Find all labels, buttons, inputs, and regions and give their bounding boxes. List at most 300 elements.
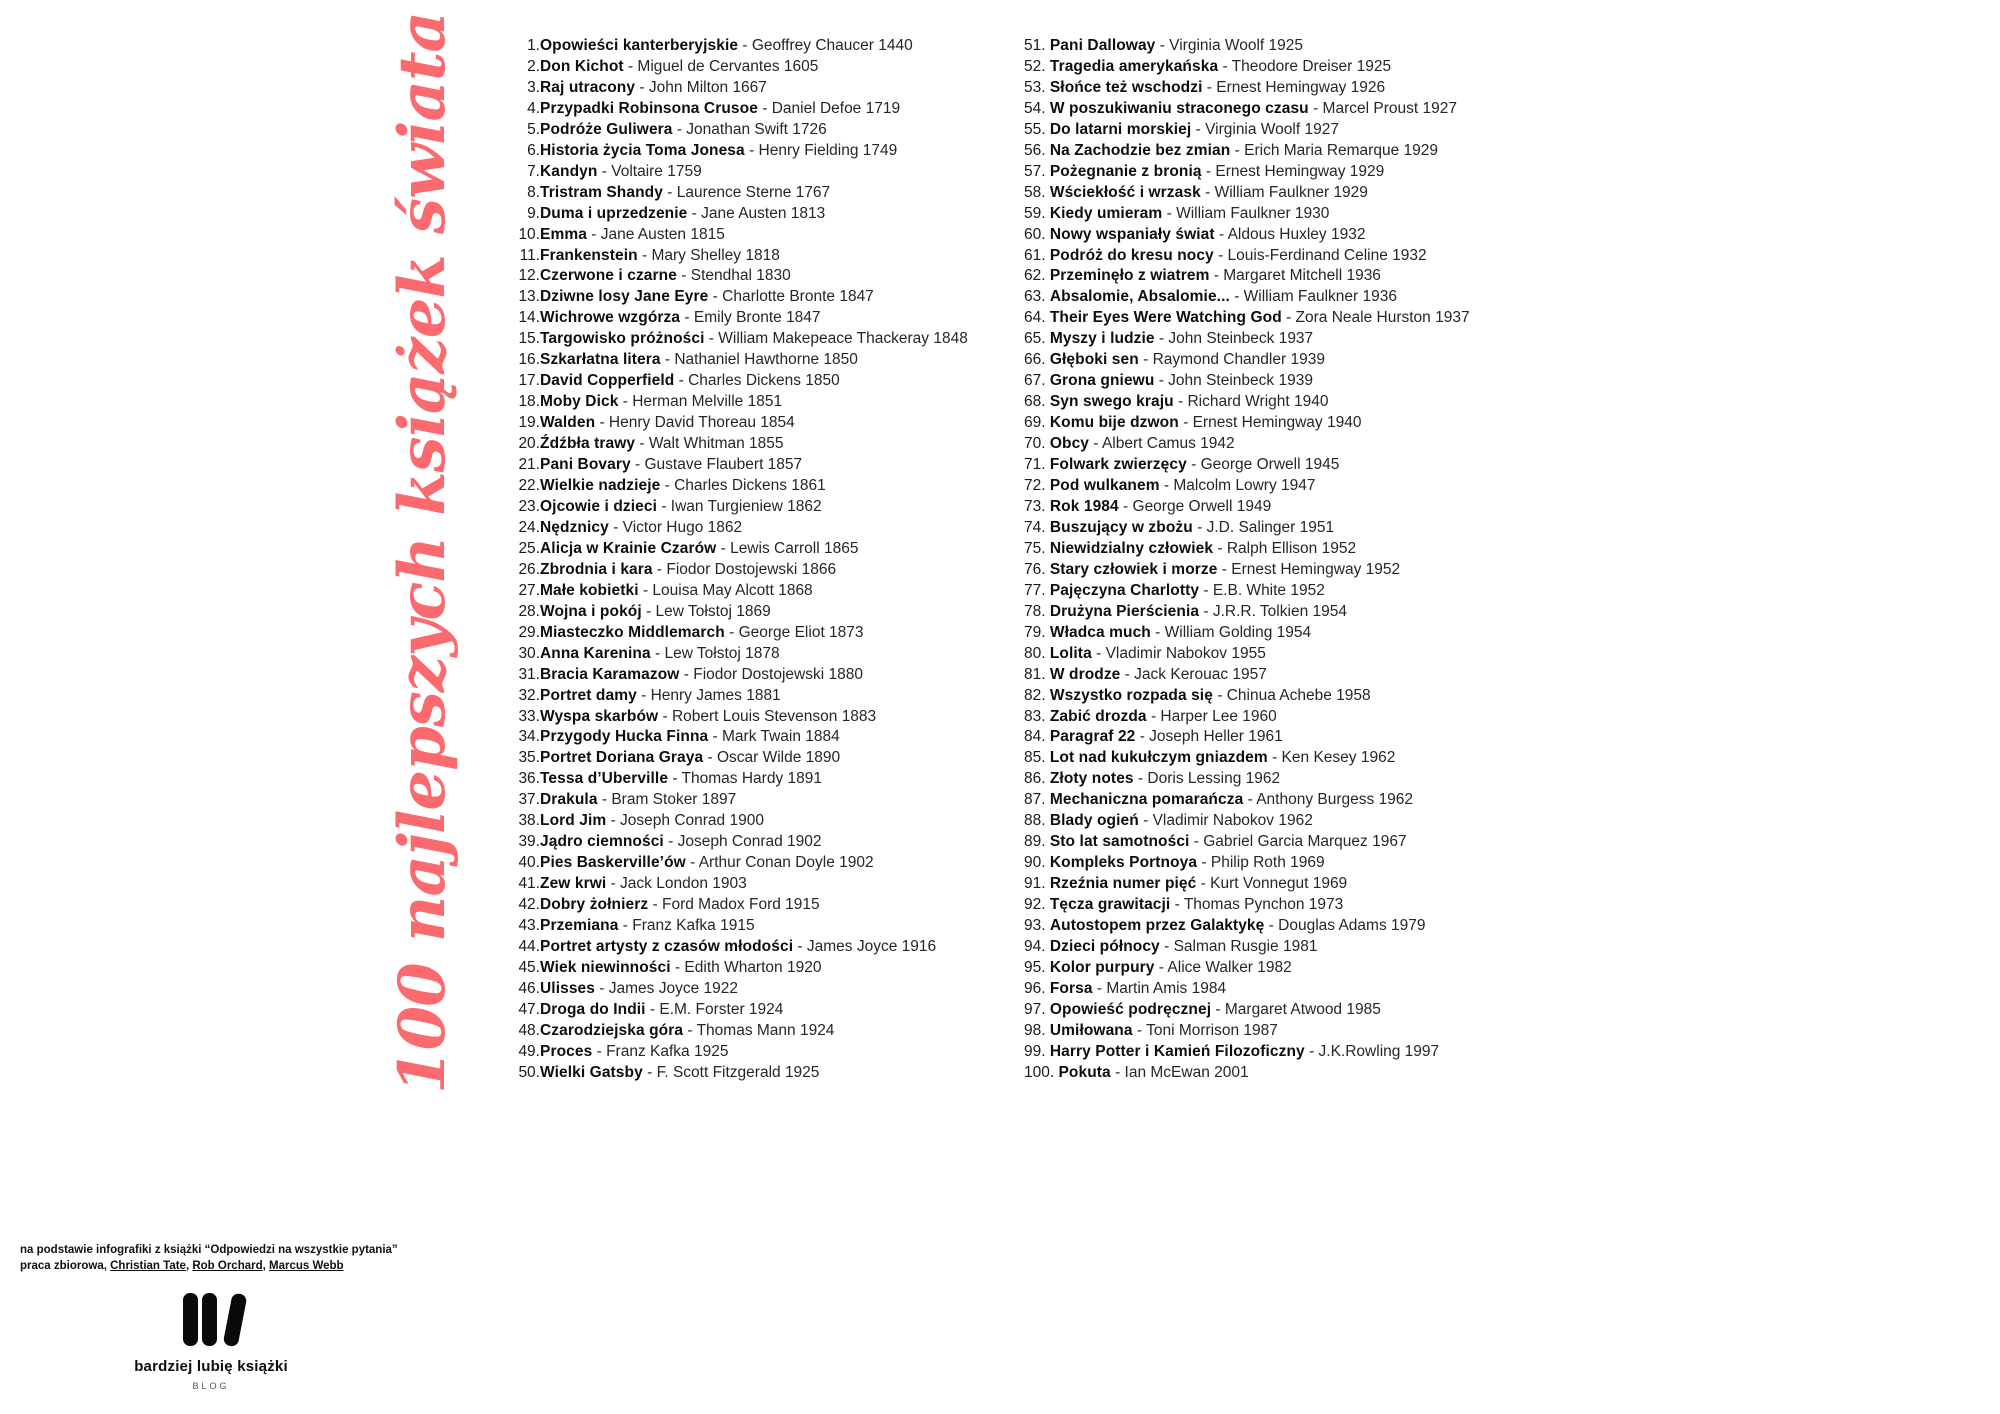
book-author-year: - J.K.Rowling 1997 — [1304, 1042, 1440, 1060]
book-entry — [506, 560, 1011, 581]
book-title: Lord Jim — [540, 812, 607, 830]
book-entry — [1024, 413, 1624, 434]
book-title: Mechaniczna pomarańcza — [1049, 791, 1244, 809]
credit-author-link[interactable]: Christian Tate — [110, 1259, 186, 1272]
book-entry — [506, 707, 1011, 728]
book-title: Moby Dick — [540, 393, 619, 411]
book-title: Raj utracony — [540, 78, 636, 96]
book-title: Pożegnanie z bronią — [1049, 162, 1202, 180]
book-number: 78. — [1024, 602, 1050, 620]
book-number: 77. — [1024, 581, 1050, 599]
book-author-year: - Jack London 1903 — [606, 875, 747, 893]
book-entry — [506, 769, 1011, 790]
book-title: Ojcowie i dzieci — [540, 497, 658, 515]
book-entry — [506, 748, 1011, 769]
book-author-year: - Charlotte Bronte 1847 — [708, 288, 874, 306]
book-author-year: - Raymond Chandler 1939 — [1138, 351, 1325, 369]
book-title: Opowieści kanterberyjskie — [540, 37, 739, 54]
book-number: 68. — [1024, 393, 1050, 411]
book-entry — [506, 644, 1011, 665]
book-entry — [506, 1042, 1011, 1063]
book-author-year: - James Joyce 1922 — [595, 979, 739, 997]
book-title: Blady ogień — [1049, 812, 1139, 830]
book-number: 22. — [518, 477, 540, 495]
book-title: Czerwone i czarne — [540, 267, 677, 285]
book-author-year: - William Golding 1954 — [1150, 623, 1312, 641]
book-entry — [506, 665, 1011, 686]
book-author-year: - Iwan Turgieniew 1862 — [657, 497, 822, 515]
book-number: 9. — [527, 204, 540, 222]
book-number: 69. — [1024, 414, 1050, 432]
book-author-year: - Voltaire 1759 — [597, 162, 702, 180]
book-title: Frankenstein — [540, 246, 638, 264]
book-number: 74. — [1024, 518, 1050, 536]
book-number: 41. — [518, 875, 540, 893]
book-title: David Copperfield — [540, 372, 675, 390]
book-author-year: - Mary Shelley 1818 — [637, 246, 780, 264]
book-title: Pod wulkanem — [1049, 477, 1160, 495]
book-number: 15. — [518, 330, 540, 348]
book-entry — [1024, 266, 1624, 287]
book-number: 17. — [518, 372, 540, 390]
book-number: 28. — [518, 602, 540, 620]
book-entry — [506, 141, 1011, 162]
book-author-year: - Virginia Woolf 1927 — [1191, 120, 1339, 138]
book-author-year: - Margaret Atwood 1985 — [1211, 1000, 1381, 1018]
book-entry — [1024, 979, 1624, 1000]
book-entry — [1024, 623, 1624, 644]
book-number: 19. — [518, 414, 540, 432]
book-number: 64. — [1024, 309, 1050, 327]
book-title: Nędznicy — [540, 518, 609, 536]
book-number: 63. — [1024, 288, 1050, 306]
book-author-year: - Ralph Ellison 1952 — [1213, 539, 1357, 557]
book-title: Wichrowe wzgórza — [540, 309, 681, 327]
book-number: 73. — [1024, 497, 1050, 515]
book-author-year: - Harper Lee 1960 — [1146, 707, 1277, 725]
book-title: Emma — [540, 225, 587, 243]
book-number: 2. — [527, 57, 540, 75]
book-title: Dzieci północy — [1049, 937, 1160, 955]
book-title: Wielki Gatsby — [540, 1063, 643, 1081]
book-author-year: - Vladimir Nabokov 1955 — [1091, 644, 1266, 662]
book-number: 70. — [1024, 435, 1050, 453]
book-author-year: - Ian McEwan 2001 — [1110, 1063, 1249, 1081]
book-spine-1 — [183, 1293, 198, 1346]
credit-comma: , — [185, 1259, 193, 1272]
book-title: Paragraf 22 — [1049, 728, 1136, 746]
book-title: Autostopem przez Galaktykę — [1049, 917, 1265, 935]
book-entry — [1024, 916, 1624, 937]
book-title: Podróż do kresu nocy — [1049, 246, 1214, 264]
book-number: 66. — [1024, 351, 1050, 369]
book-entry — [1024, 57, 1624, 78]
credit-line-2 — [20, 1259, 440, 1275]
book-entry — [1024, 1021, 1624, 1042]
book-author-year: - Virginia Woolf 1925 — [1155, 37, 1304, 54]
book-title: Złoty notes — [1049, 770, 1134, 788]
book-author-year: - Alice Walker 1982 — [1154, 958, 1292, 976]
book-author-year: - William Makepeace Thackeray 1848 — [704, 330, 968, 348]
book-author-year: - Vladimir Nabokov 1962 — [1138, 812, 1313, 830]
book-author-year: - Martin Amis 1984 — [1092, 979, 1227, 997]
book-number: 53. — [1024, 78, 1050, 96]
book-entry — [1024, 769, 1624, 790]
book-spine-3-tilted — [223, 1292, 248, 1347]
book-number: 24. — [518, 518, 540, 536]
book-number: 91. — [1024, 875, 1050, 893]
book-entry — [1024, 811, 1624, 832]
book-title: Lolita — [1049, 644, 1092, 662]
book-entry — [1024, 120, 1624, 141]
book-number: 65. — [1024, 330, 1050, 348]
book-title: Umiłowana — [1049, 1021, 1133, 1039]
book-author-year: - Henry Fielding 1749 — [744, 141, 898, 159]
book-author-year: - William Faulkner 1936 — [1229, 288, 1397, 306]
credit-author-link[interactable]: Rob Orchard — [192, 1259, 263, 1272]
book-author-year: - Lew Tołstoj 1878 — [650, 644, 780, 662]
book-title: Nowy wspaniały świat — [1049, 225, 1215, 243]
book-author-year: - Anthony Burgess 1962 — [1243, 791, 1414, 809]
book-number: 59. — [1024, 204, 1050, 222]
book-entry — [506, 1063, 1011, 1084]
book-number: 38. — [518, 812, 540, 830]
book-title: Źdźbła trawy — [540, 435, 636, 453]
credit-note — [20, 1243, 440, 1274]
book-number: 76. — [1024, 560, 1050, 578]
book-author-year: - Henry James 1881 — [636, 686, 781, 704]
book-author-year: - Thomas Hardy 1891 — [668, 770, 822, 788]
book-entry — [1024, 1000, 1624, 1021]
book-list-column-51-100 — [1024, 36, 1624, 1084]
book-title: Pani Bovary — [540, 456, 631, 474]
book-author-year: - Robert Louis Stevenson 1883 — [658, 707, 877, 725]
book-author-year: - William Faulkner 1930 — [1162, 204, 1330, 222]
book-number: 10. — [518, 225, 540, 243]
book-number: 49. — [518, 1042, 540, 1060]
book-number: 3. — [527, 78, 540, 96]
book-author-year: - Philip Roth 1969 — [1197, 854, 1325, 872]
book-title: Wściekłość i wrzask — [1049, 183, 1201, 201]
book-author-year: - Daniel Defoe 1719 — [757, 99, 901, 117]
book-author-year: - Toni Morrison 1987 — [1132, 1021, 1278, 1039]
book-entry — [506, 853, 1011, 874]
book-entry — [1024, 162, 1624, 183]
book-title: Pajęczyna Charlotty — [1049, 581, 1200, 599]
book-entry — [1024, 246, 1624, 267]
book-title: Duma i uprzedzenie — [540, 204, 688, 222]
book-entry — [506, 916, 1011, 937]
book-entry — [1024, 308, 1624, 329]
book-title: Rok 1984 — [1049, 497, 1119, 515]
book-title: Tessa d’Uberville — [540, 770, 669, 788]
book-number: 14. — [518, 309, 540, 327]
three-books-icon — [169, 1291, 253, 1351]
book-author-year: - Thomas Pynchon 1973 — [1170, 896, 1344, 914]
book-entry — [506, 329, 1011, 350]
book-title: Rzeźnia numer pięć — [1049, 875, 1197, 893]
book-number: 33. — [518, 707, 540, 725]
book-number: 20. — [518, 435, 540, 453]
book-number: 87. — [1024, 791, 1050, 809]
book-title: Przeminęło z wiatrem — [1049, 267, 1210, 285]
book-author-year: - Malcolm Lowry 1947 — [1159, 477, 1316, 495]
book-title: Kolor purpury — [1049, 958, 1155, 976]
book-spine-2 — [202, 1293, 217, 1346]
book-entry — [1024, 853, 1624, 874]
book-entry — [506, 162, 1011, 183]
book-number: 84. — [1024, 728, 1050, 746]
book-entry — [506, 727, 1011, 748]
book-author-year: - Aldous Huxley 1932 — [1214, 225, 1366, 243]
book-author-year: - Jonathan Swift 1726 — [672, 120, 827, 138]
book-title: Folwark zwierzęcy — [1049, 456, 1187, 474]
book-title: Kompleks Portnoya — [1049, 854, 1198, 872]
book-entry — [506, 183, 1011, 204]
book-author-year: - E.B. White 1952 — [1199, 581, 1325, 599]
book-author-year: - Jane Austen 1813 — [687, 204, 826, 222]
book-title: Głęboki sen — [1049, 351, 1139, 369]
book-author-year: - Franz Kafka 1915 — [618, 917, 755, 935]
book-entry — [1024, 287, 1624, 308]
book-entry — [1024, 644, 1624, 665]
book-entry — [506, 246, 1011, 267]
book-author-year: - Walt Whitman 1855 — [635, 435, 784, 453]
book-entry — [506, 811, 1011, 832]
book-entry — [506, 120, 1011, 141]
book-title: Stary człowiek i morze — [1049, 560, 1218, 578]
book-title: Kiedy umieram — [1049, 204, 1163, 222]
book-author-year: - Ernest Hemingway 1952 — [1217, 560, 1401, 578]
book-author-year: - Edith Wharton 1920 — [670, 958, 822, 976]
book-entry — [1024, 832, 1624, 853]
book-entry — [506, 204, 1011, 225]
book-number: 45. — [518, 958, 540, 976]
book-entry — [506, 371, 1011, 392]
book-author-year: - E.M. Forster 1924 — [645, 1000, 784, 1018]
book-number: 71. — [1024, 456, 1050, 474]
book-title: Anna Karenina — [540, 644, 651, 662]
book-title: Jądro ciemności — [540, 833, 664, 851]
book-title: Forsa — [1049, 979, 1093, 997]
book-author-year: - Louis-Ferdinand Celine 1932 — [1213, 246, 1427, 264]
book-author-year: - Margaret Mitchell 1936 — [1209, 267, 1381, 285]
book-title: Podróże Guliwera — [540, 120, 673, 138]
book-entry — [1024, 99, 1624, 120]
book-author-year: - F. Scott Fitzgerald 1925 — [642, 1063, 820, 1081]
book-number: 31. — [518, 665, 540, 683]
credit-line-1: na podstawie infografiki z książki “Odpowiedzi na wszystkie pytania” — [20, 1244, 398, 1256]
book-entry — [506, 518, 1011, 539]
book-entry — [1024, 434, 1624, 455]
book-title: Wyspa skarbów — [540, 707, 659, 725]
book-title: W poszukiwaniu straconego czasu — [1049, 99, 1309, 117]
book-author-year: - Ernest Hemingway 1929 — [1201, 162, 1385, 180]
book-author-year: - Herman Melville 1851 — [618, 393, 783, 411]
book-number: 4. — [527, 99, 540, 117]
book-entry — [1024, 141, 1624, 162]
book-author-year: - George Orwell 1945 — [1186, 456, 1340, 474]
book-number: 37. — [518, 791, 540, 809]
book-author-year: - Kurt Vonnegut 1969 — [1196, 875, 1348, 893]
book-number: 52. — [1024, 57, 1050, 75]
book-author-year: - George Orwell 1949 — [1118, 497, 1272, 515]
book-entry — [506, 581, 1011, 602]
book-title: Tęcza grawitacji — [1049, 896, 1171, 914]
book-title: Wiek niewinności — [540, 958, 671, 976]
book-author-year: - Stendhal 1830 — [676, 267, 791, 285]
blog-logo — [126, 1291, 296, 1391]
book-entry — [1024, 748, 1624, 769]
book-author-year: - Albert Camus 1942 — [1089, 435, 1235, 453]
book-author-year: - James Joyce 1916 — [793, 937, 937, 955]
book-number: 81. — [1024, 665, 1050, 683]
book-title: Czarodziejska góra — [540, 1021, 684, 1039]
book-author-year: - Jane Austen 1815 — [586, 225, 725, 243]
book-author-year: - Ken Kesey 1962 — [1267, 749, 1396, 767]
book-entry — [1024, 895, 1624, 916]
book-title: Bracia Karamazow — [540, 665, 680, 683]
book-entry — [1024, 497, 1624, 518]
book-author-year: - Salman Rusgie 1981 — [1159, 937, 1318, 955]
book-entry — [506, 392, 1011, 413]
book-number: 98. — [1024, 1021, 1050, 1039]
book-entry — [1024, 874, 1624, 895]
vertical-title-wrap — [322, 6, 522, 1100]
book-entry — [506, 455, 1011, 476]
book-title: Drużyna Pierścienia — [1049, 602, 1200, 620]
book-author-year: - J.R.R. Tolkien 1954 — [1199, 602, 1347, 620]
book-number: 96. — [1024, 979, 1050, 997]
book-title: Portret artysty z czasów młodości — [540, 937, 794, 955]
book-entry — [506, 832, 1011, 853]
book-number: 48. — [518, 1021, 540, 1039]
credit-prefix: praca zbiorowa, — [20, 1259, 111, 1272]
book-title: Dobry żołnierz — [540, 896, 649, 914]
book-author-year: - Joseph Conrad 1900 — [606, 812, 764, 830]
book-title: Na Zachodzie bez zmian — [1049, 141, 1231, 159]
book-entry — [1024, 958, 1624, 979]
book-number: 94. — [1024, 937, 1050, 955]
book-entry — [506, 57, 1011, 78]
book-title: Drakula — [540, 791, 598, 809]
book-author-year: - Charles Dickens 1850 — [674, 372, 840, 390]
page-title: 100 najlepszych książek świata — [384, 12, 460, 1094]
book-entry — [1024, 937, 1624, 958]
book-number: 54. — [1024, 99, 1050, 117]
book-entry — [506, 225, 1011, 246]
book-entry — [506, 979, 1011, 1000]
book-title: Walden — [540, 414, 596, 432]
book-number: 11. — [519, 246, 540, 264]
book-title: Zew krwi — [540, 875, 607, 893]
book-number: 23. — [518, 497, 540, 515]
book-entry — [506, 937, 1011, 958]
book-entry — [506, 602, 1011, 623]
book-entry — [506, 497, 1011, 518]
book-title: Harry Potter i Kamień Filozoficzny — [1049, 1042, 1305, 1060]
book-number: 60. — [1024, 225, 1050, 243]
book-author-year: - J.D. Salinger 1951 — [1192, 518, 1335, 536]
book-title: Komu bije dzwon — [1049, 414, 1179, 432]
book-title: Portret damy — [540, 686, 637, 704]
book-title: Alicja w Krainie Czarów — [540, 539, 717, 557]
book-entry — [506, 434, 1011, 455]
book-author-year: - Zora Neale Hurston 1937 — [1281, 309, 1470, 327]
book-title: Niewidzialny człowiek — [1049, 539, 1214, 557]
book-number: 43. — [518, 917, 540, 935]
book-number: 30. — [518, 644, 540, 662]
book-entry — [506, 99, 1011, 120]
book-number: 26. — [518, 560, 540, 578]
book-number: 88. — [1024, 812, 1050, 830]
credit-author-link[interactable]: Marcus Webb — [269, 1259, 344, 1272]
book-author-year: - John Milton 1667 — [635, 78, 767, 96]
book-entry — [506, 413, 1011, 434]
book-author-year: - Fiodor Dostojewski 1866 — [652, 560, 837, 578]
book-author-year: - Henry David Thoreau 1854 — [595, 414, 795, 432]
book-title: Wszystko rozpada się — [1049, 686, 1213, 704]
book-title: Proces — [540, 1042, 593, 1060]
book-entry — [506, 36, 1011, 57]
book-entry — [506, 1000, 1011, 1021]
book-title: Pani Dalloway — [1049, 37, 1156, 54]
book-author-year: - Joseph Heller 1961 — [1135, 728, 1283, 746]
book-author-year: - Gabriel Garcia Marquez 1967 — [1189, 833, 1407, 851]
book-author-year: - Gustave Flaubert 1857 — [630, 456, 803, 474]
book-number: 85. — [1024, 749, 1050, 767]
book-entry — [506, 686, 1011, 707]
book-entry — [1024, 78, 1624, 99]
book-number: 36. — [518, 770, 540, 788]
book-entry — [1024, 350, 1624, 371]
book-entry — [1024, 204, 1624, 225]
book-number: 83. — [1024, 707, 1050, 725]
book-entry — [1024, 727, 1624, 748]
book-title: Dziwne losy Jane Eyre — [540, 288, 709, 306]
book-number: 44. — [518, 937, 540, 955]
book-author-year: - Victor Hugo 1862 — [608, 518, 743, 536]
book-number: 47. — [518, 1000, 540, 1018]
book-author-year: - Louisa May Alcott 1868 — [638, 581, 813, 599]
book-number: 50. — [518, 1063, 540, 1081]
book-number: 12. — [518, 267, 540, 285]
book-entry — [1024, 686, 1624, 707]
book-author-year: - Laurence Sterne 1767 — [662, 183, 831, 201]
book-entry — [1024, 476, 1624, 497]
book-title: Grona gniewu — [1049, 372, 1155, 390]
blog-sub-label: BLOG — [192, 1381, 230, 1391]
book-number: 25. — [518, 539, 540, 557]
book-number: 99. — [1024, 1042, 1050, 1060]
book-number: 29. — [518, 623, 540, 641]
book-author-year: - Mark Twain 1884 — [708, 728, 840, 746]
book-number: 51. — [1024, 37, 1050, 54]
book-entry — [506, 958, 1011, 979]
book-number: 7. — [527, 162, 540, 180]
book-number: 46. — [518, 979, 540, 997]
book-number: 18. — [518, 393, 540, 411]
book-author-year: - Ernest Hemingway 1940 — [1178, 414, 1362, 432]
book-number: 55. — [1024, 120, 1050, 138]
book-number: 40. — [518, 854, 540, 872]
book-author-year: - Chinua Achebe 1958 — [1212, 686, 1371, 704]
book-number: 34. — [518, 728, 540, 746]
book-number: 8. — [527, 183, 540, 201]
book-number: 42. — [518, 896, 540, 914]
book-number: 97. — [1024, 1000, 1050, 1018]
book-entry — [506, 790, 1011, 811]
